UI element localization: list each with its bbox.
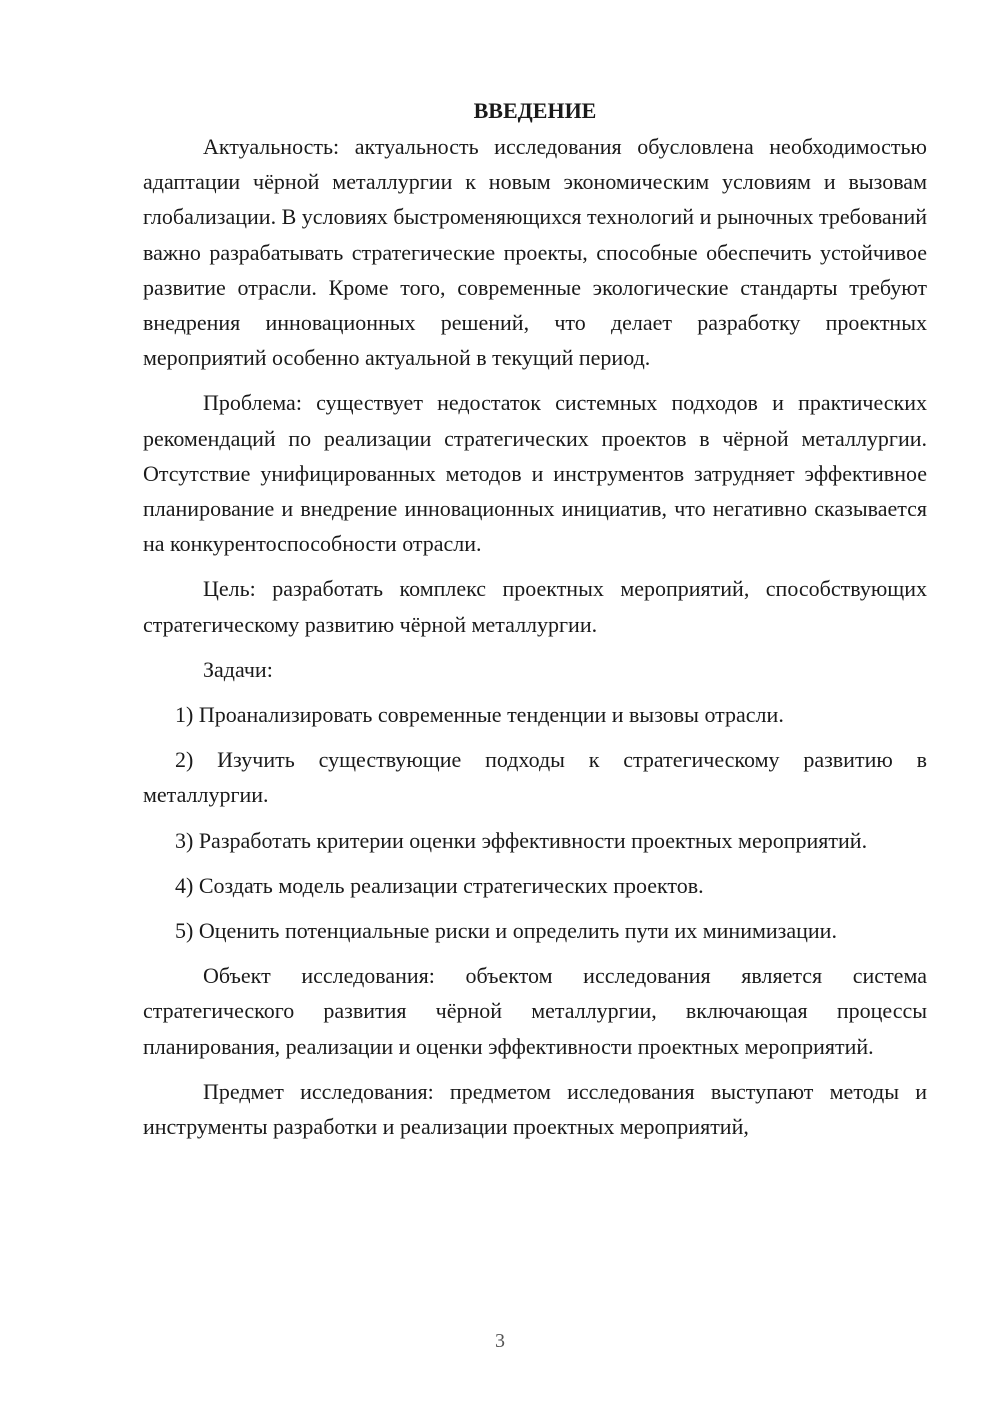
paragraph-subject: Предмет исследования: предметом исследования выступают методы и инструменты разработки и реализации проектных мероприятий, (143, 1078, 927, 1140)
task-item-2: 2) Изучить существующие подходы к стратегическому развитию в металлургии. (143, 747, 927, 808)
page-number: 3 (495, 1330, 505, 1352)
task-item-1: 1) Проанализировать современные тенденции и вызовы отрасли. (175, 702, 784, 728)
page-body (143, 93, 927, 1154)
paragraph-object: Объект исследования: объектом исследования является система стратегического развития чёрной металлургии, включающая процессы планирования, реализации и оценки эффективности проектных мероприятий. (143, 963, 927, 1059)
task-item-3: 3) Разработать критерии оценки эффективности проектных мероприятий. (175, 827, 868, 853)
task-item-4: 4) Создать модель реализации стратегических проектов. (175, 872, 704, 898)
paragraph-relevance: Актуальность: актуальность исследования обусловлена необходимостью адаптации чёрной металлургии к новым экономическим условиям и вызовам глобализации. В условиях быстроменяющихся технологий и рыночных требований важно разрабатывать стратегические проекты, способные обеспечить устойчивое развитие отрасли. Кроме того, современные экологические стандарты требуют внедрения инновационных решений, что делает разработку проектных мероприятий особенно актуальной в текущий период. (143, 134, 927, 371)
task-item-5: 5) Оценить потенциальные риски и определить пути их минимизации. (175, 918, 837, 944)
paragraph-goal: Цель: разработать комплекс проектных мероприятий, способствующих стратегическому развитию чёрной металлургии. (143, 576, 927, 637)
section-heading: ВВЕДЕНИЕ (473, 98, 597, 123)
paragraph-problem: Проблема: существует недостаток системных подходов и практических рекомендаций по реализации стратегических проектов в чёрной металлургии. Отсутствие унифицированных методов и инструментов затрудняет эффективное планирование и внедрение инновационных инициатив, что негативно сказывается на конкурентоспособности отрасли. (143, 390, 927, 557)
tasks-label: Задачи: (203, 656, 273, 682)
